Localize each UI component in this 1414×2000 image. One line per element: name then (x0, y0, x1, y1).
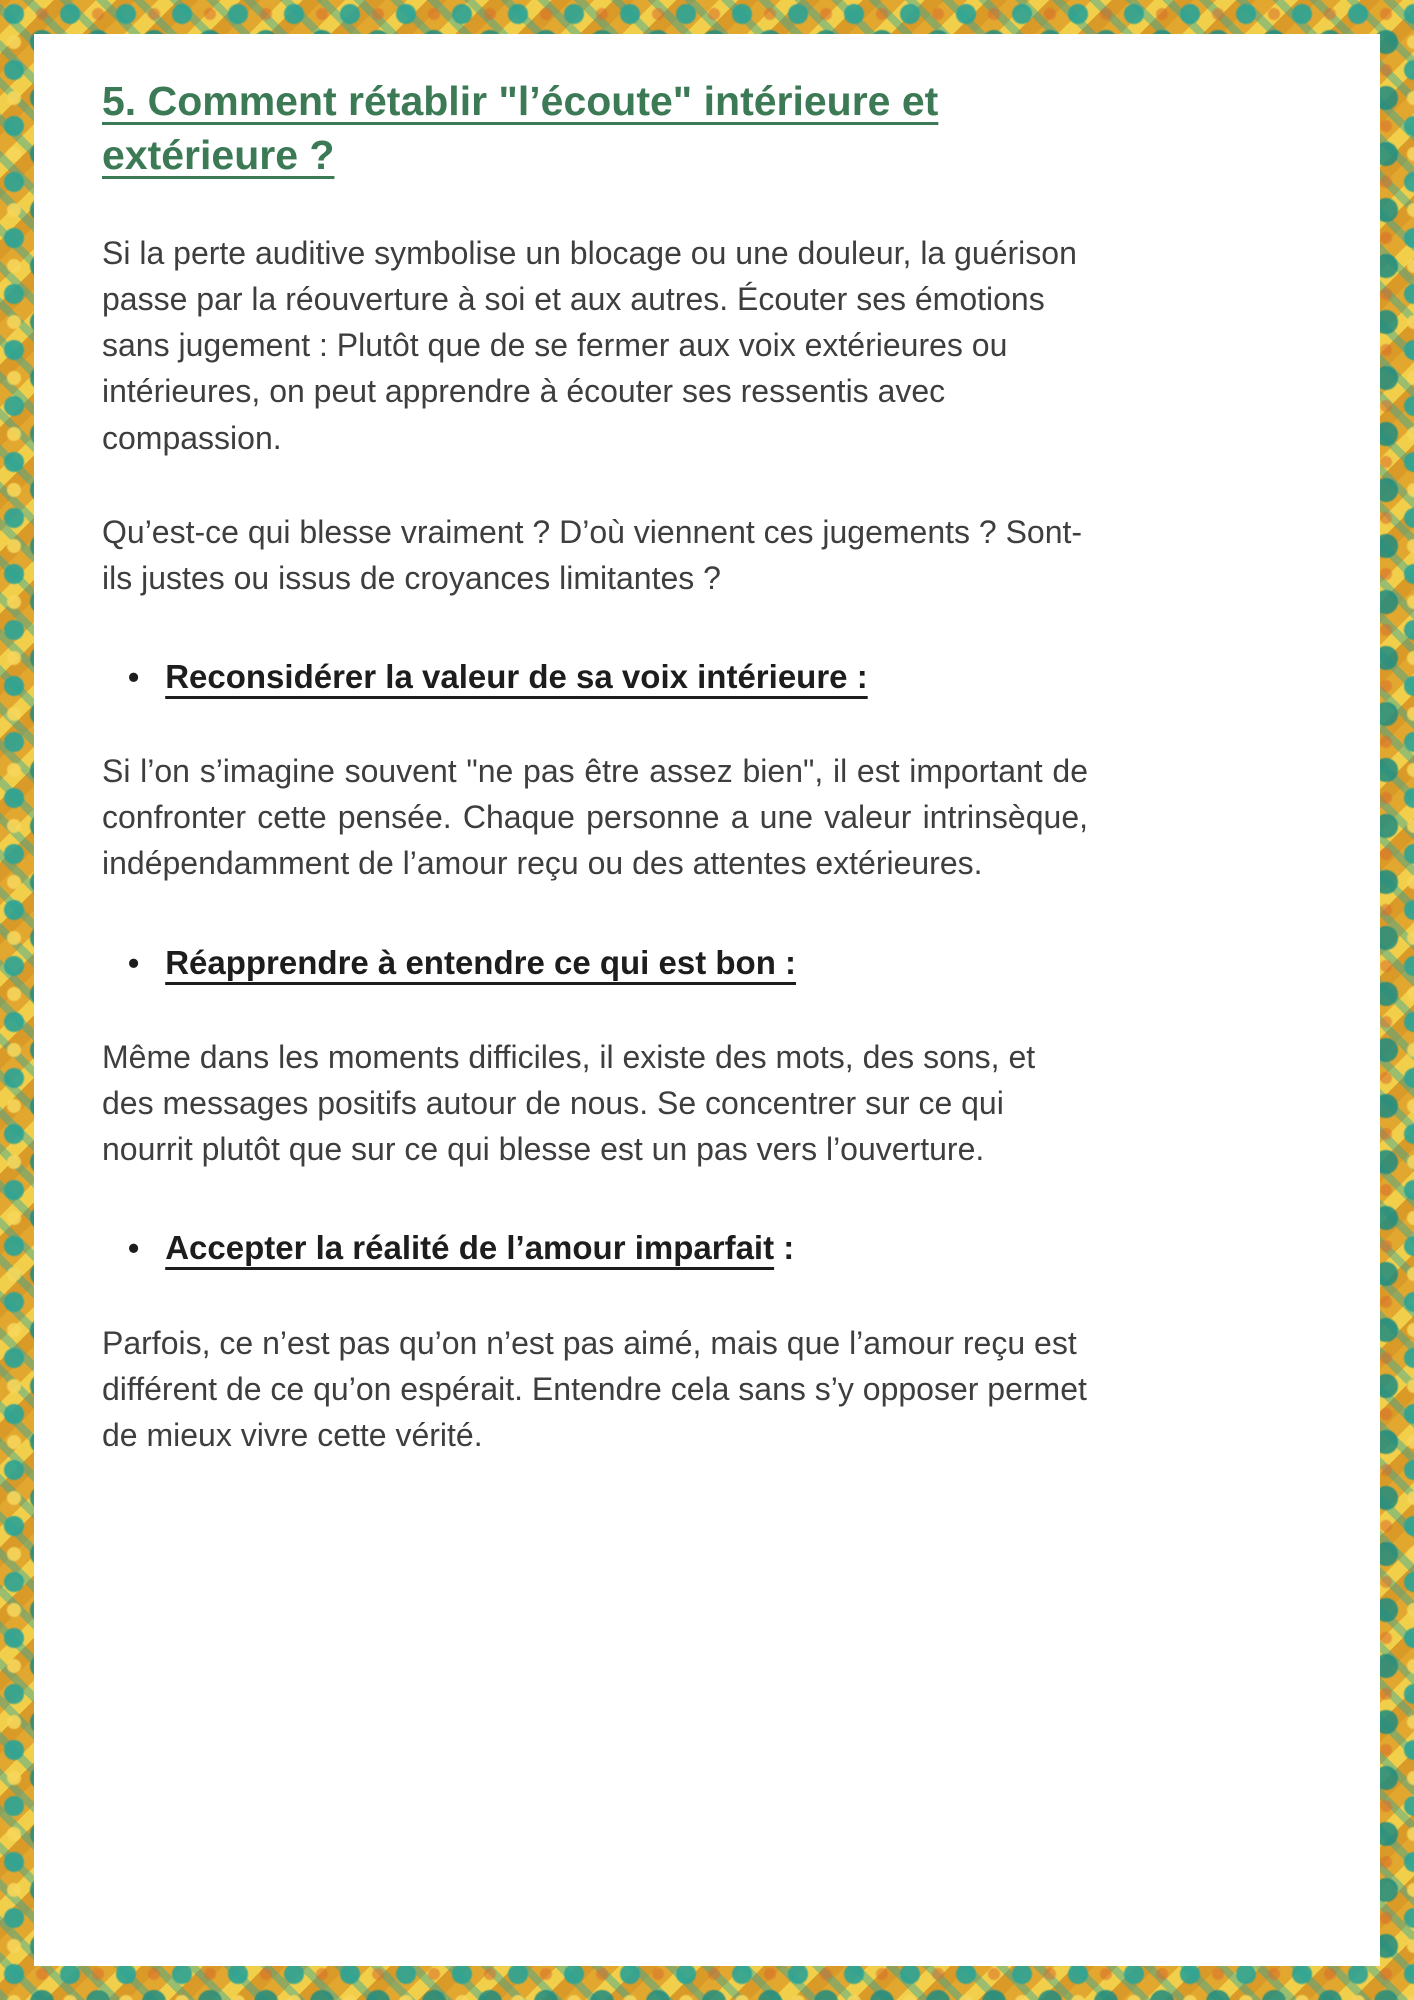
bullet-title-3: Accepter la réalité de l’amour imparfait (165, 1229, 775, 1267)
bullet-icon: • (128, 944, 140, 981)
bullet-title-1: Reconsidérer la valeur de sa voix intérieure : (165, 657, 868, 695)
bullet-item-1 (128, 653, 1088, 701)
intro-paragraph: Si la perte auditive symbolise un blocage ou une douleur, la guérison passe par la réouverture à soi et aux autres. Écouter ses émotions sans jugement : Plutôt que de se fermer aux voix extérieures ou intérieures, on peut apprendre à écouter ses ressentis avec compassion. (102, 235, 1077, 456)
bullet-body-1: Si l’on s’imagine souvent "ne pas être assez bien", il est important de confronter cette pensée. Chaque personne a une valeur intrinsèque, indépendamment de l’amour reçu ou des attentes extérieures. (102, 753, 1088, 882)
bullet-icon: • (128, 1230, 140, 1267)
bullet-title-wrap (165, 653, 867, 701)
page-title: 5. Comment rétablir "l’écoute" intérieure et extérieure ? (102, 78, 939, 179)
bullet-item-2 (128, 939, 1088, 987)
bullet-title-2: Réapprendre à entendre ce qui est bon : (165, 943, 797, 981)
document-page (34, 34, 1380, 1966)
bullet-body-2: Même dans les moments difficiles, il existe des mots, des sons, et des messages positifs autour de nous. Se concentrer sur ce qui nourrit plutôt que sur ce qui blesse est un pas vers l’ouverture. (102, 1039, 1036, 1168)
bullet-body-3: Parfois, ce n’est pas qu’on n’est pas aimé, mais que l’amour reçu est différent de ce qu’on espérait. Entendre cela sans s’y opposer permet de mieux vivre cette vérité. (102, 1324, 1087, 1453)
bullet-title-wrap (165, 1224, 794, 1272)
bullet-title-wrap (165, 939, 796, 987)
document-content (102, 74, 1088, 1458)
bullet-title-suffix-3: : (774, 1229, 795, 1267)
questions-paragraph: Qu’est-ce qui blesse vraiment ? D’où viennent ces jugements ? Sont-ils justes ou issus de croyances limitantes ? (102, 513, 1083, 596)
bullet-icon: • (128, 658, 140, 695)
bullet-item-3 (128, 1224, 1088, 1272)
